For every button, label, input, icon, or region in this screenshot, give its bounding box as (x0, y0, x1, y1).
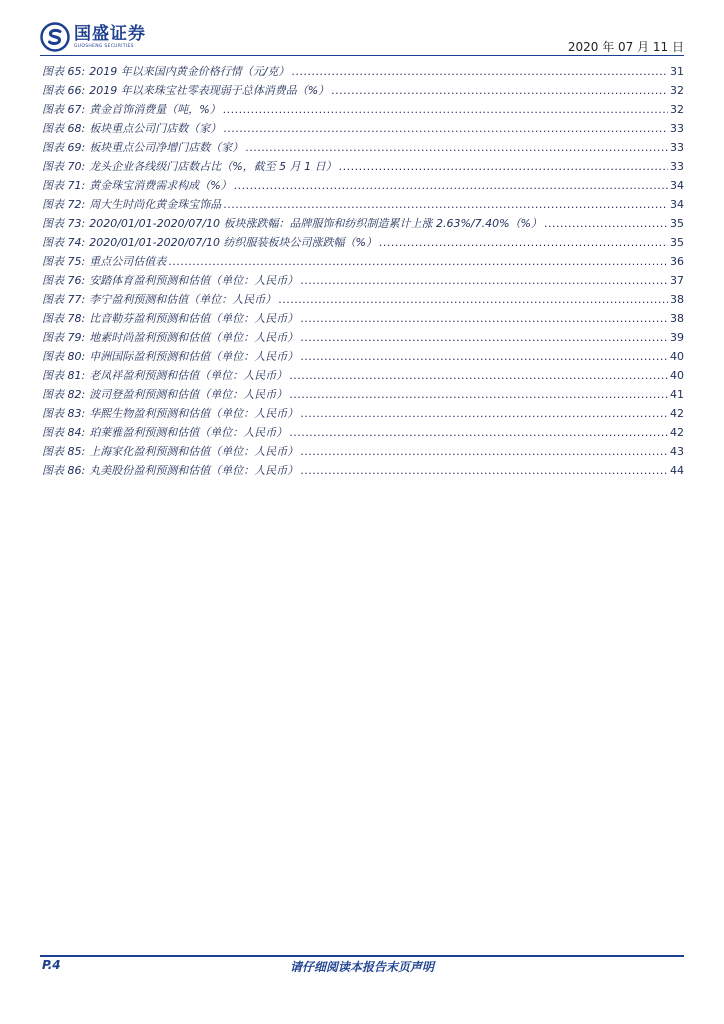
toc-entry-page: 42 (670, 426, 684, 439)
toc-entry-page: 37 (670, 274, 684, 287)
toc-entry[interactable] (42, 215, 684, 234)
toc-entry-title: 板块重点公司门店数（家） (89, 122, 222, 135)
toc-entry-page: 40 (670, 350, 684, 363)
toc-leader-dots (300, 445, 668, 458)
toc-entry-title: 龙头企业各线级门店数占比（%，截至 5 月 1 日） (89, 160, 337, 173)
toc-entry[interactable] (42, 196, 684, 215)
toc-entry[interactable] (42, 367, 684, 386)
toc-entry-label: 图表 77: (42, 293, 86, 306)
toc-leader-dots (223, 103, 668, 116)
toc-entry-label: 图表 70: (42, 160, 86, 173)
toc-leader-dots (300, 407, 668, 420)
toc-leader-dots (331, 84, 668, 97)
toc-entry-title: 波司登盈利预测和估值（单位：人民币） (89, 388, 288, 401)
toc-entry-title: 安踏体育盈利预测和估值（单位：人民币） (89, 274, 299, 287)
toc-entry[interactable] (42, 348, 684, 367)
toc-entry-page: 32 (670, 103, 684, 116)
toc-entry[interactable] (42, 101, 684, 120)
toc-entry-label: 图表 72: (42, 198, 86, 211)
toc-entry-label: 图表 65: (42, 65, 86, 78)
toc-entry-title: 老凤祥盈利预测和估值（单位：人民币） (89, 369, 288, 382)
toc-entry-label: 图表 69: (42, 141, 86, 154)
toc-entry-label: 图表 82: (42, 388, 86, 401)
toc-entry[interactable] (42, 177, 684, 196)
toc-entry-title: 申洲国际盈利预测和估值（单位：人民币） (89, 350, 299, 363)
toc-entry-title: 珀莱雅盈利预测和估值（单位：人民币） (89, 426, 288, 439)
toc-entry-title: 重点公司估值表 (89, 255, 167, 268)
toc-leader-dots (300, 274, 668, 287)
toc-entry-label: 图表 83: (42, 407, 86, 420)
report-date: 2020 年 07 月 11 日 (567, 40, 684, 54)
header-divider (40, 55, 684, 56)
toc-leader-dots (289, 426, 668, 439)
logo-english-text: GUOSHENG SECURITIES (74, 44, 134, 49)
page-number: P.4 (42, 958, 61, 972)
toc-entry-label: 图表 79: (42, 331, 86, 344)
toc-entry-title: 2020/01/01-2020/07/10 板块涨跌幅：品牌服饰和纺织制造累计上涨 2.63%/7.40%（%） (89, 217, 543, 230)
toc-entry-label: 图表 71: (42, 179, 86, 192)
toc-entry[interactable] (42, 253, 684, 272)
toc-entry-title: 李宁盈利预测和估值（单位：人民币） (89, 293, 277, 306)
toc-leader-dots (291, 65, 668, 78)
toc-entry-page: 40 (670, 369, 684, 382)
toc-entry-page: 32 (670, 84, 684, 97)
toc-leader-dots (300, 464, 668, 477)
toc-entry-page: 36 (670, 255, 684, 268)
toc-entry[interactable] (42, 462, 684, 481)
toc-entry[interactable] (42, 63, 684, 82)
toc-entry-page: 44 (670, 464, 684, 477)
toc-entry-title: 上海家化盈利预测和估值（单位：人民币） (89, 445, 299, 458)
toc-entry-label: 图表 78: (42, 312, 86, 325)
toc-entry-title: 丸美股份盈利预测和估值（单位：人民币） (89, 464, 299, 477)
toc-entry[interactable] (42, 310, 684, 329)
toc-entry[interactable] (42, 120, 684, 139)
toc-entry-title: 2020/01/01-2020/07/10 纺织服装板块公司涨跌幅（%） (89, 236, 377, 249)
toc-entry-label: 图表 76: (42, 274, 86, 287)
toc-entry-title: 2019 年以来国内黄金价格行情（元/克） (89, 65, 290, 78)
toc-entry[interactable] (42, 443, 684, 462)
toc-entry[interactable] (42, 291, 684, 310)
toc-entry-page: 31 (670, 65, 684, 78)
toc-entry[interactable] (42, 386, 684, 405)
toc-leader-dots (223, 198, 668, 211)
toc-entry-page: 42 (670, 407, 684, 420)
logo-icon (40, 22, 70, 52)
toc-entry-page: 33 (670, 160, 684, 173)
toc-entry-label: 图表 84: (42, 426, 86, 439)
toc-entry-page: 43 (670, 445, 684, 458)
toc-leader-dots (544, 217, 668, 230)
toc-entry-page: 41 (670, 388, 684, 401)
toc-entry-page: 35 (670, 236, 684, 249)
toc-entry-page: 34 (670, 198, 684, 211)
toc-entry-label: 图表 67: (42, 103, 86, 116)
toc-entry-title: 黄金珠宝消费需求构成（%） (89, 179, 232, 192)
logo-chinese-text: 国盛证券 (74, 24, 146, 44)
toc-entry[interactable] (42, 82, 684, 101)
toc-leader-dots (168, 255, 668, 268)
toc-entry-label: 图表 81: (42, 369, 86, 382)
toc-entry-label: 图表 74: (42, 236, 86, 249)
toc-entry-title: 黄金首饰消费量（吨，%） (89, 103, 221, 116)
toc-entry-title: 周大生时尚化黄金珠宝饰品 (89, 198, 222, 211)
toc-entry-label: 图表 66: (42, 84, 86, 97)
toc-entry-page: 34 (670, 179, 684, 192)
toc-leader-dots (289, 388, 668, 401)
toc-entry-label: 图表 73: (42, 217, 86, 230)
table-of-figures (42, 63, 684, 481)
toc-entry-title: 华熙生物盈利预测和估值（单位：人民币） (89, 407, 299, 420)
company-logo (40, 22, 146, 52)
toc-leader-dots (278, 293, 668, 306)
toc-entry-title: 地素时尚盈利预测和估值（单位：人民币） (89, 331, 299, 344)
toc-entry-page: 35 (670, 217, 684, 230)
toc-entry[interactable] (42, 139, 684, 158)
toc-entry-label: 图表 85: (42, 445, 86, 458)
toc-entry-label: 图表 68: (42, 122, 86, 135)
toc-entry[interactable] (42, 424, 684, 443)
toc-leader-dots (379, 236, 668, 249)
toc-entry[interactable] (42, 158, 684, 177)
toc-entry-label: 图表 75: (42, 255, 86, 268)
page-header (0, 0, 724, 60)
toc-entry[interactable] (42, 234, 684, 253)
toc-entry-page: 33 (670, 122, 684, 135)
toc-entry[interactable] (42, 405, 684, 424)
toc-entry-title: 板块重点公司净增门店数（家） (89, 141, 244, 154)
toc-entry[interactable] (42, 329, 684, 348)
toc-leader-dots (300, 331, 668, 344)
toc-leader-dots (223, 122, 668, 135)
toc-leader-dots (300, 350, 668, 363)
toc-entry-page: 39 (670, 331, 684, 344)
toc-entry-page: 38 (670, 312, 684, 325)
toc-entry-title: 比音勒芬盈利预测和估值（单位：人民币） (89, 312, 299, 325)
toc-leader-dots (339, 160, 668, 173)
toc-leader-dots (234, 179, 668, 192)
disclaimer-note: 请仔细阅读本报告末页声明 (289, 960, 434, 974)
toc-entry[interactable] (42, 272, 684, 291)
toc-entry-page: 33 (670, 141, 684, 154)
toc-leader-dots (289, 369, 668, 382)
toc-entry-label: 图表 80: (42, 350, 86, 363)
footer-divider (40, 955, 684, 957)
toc-entry-label: 图表 86: (42, 464, 86, 477)
toc-entry-title: 2019 年以来珠宝社零表现弱于总体消费品（%） (89, 84, 330, 97)
toc-entry-page: 38 (670, 293, 684, 306)
toc-leader-dots (245, 141, 668, 154)
toc-leader-dots (300, 312, 668, 325)
